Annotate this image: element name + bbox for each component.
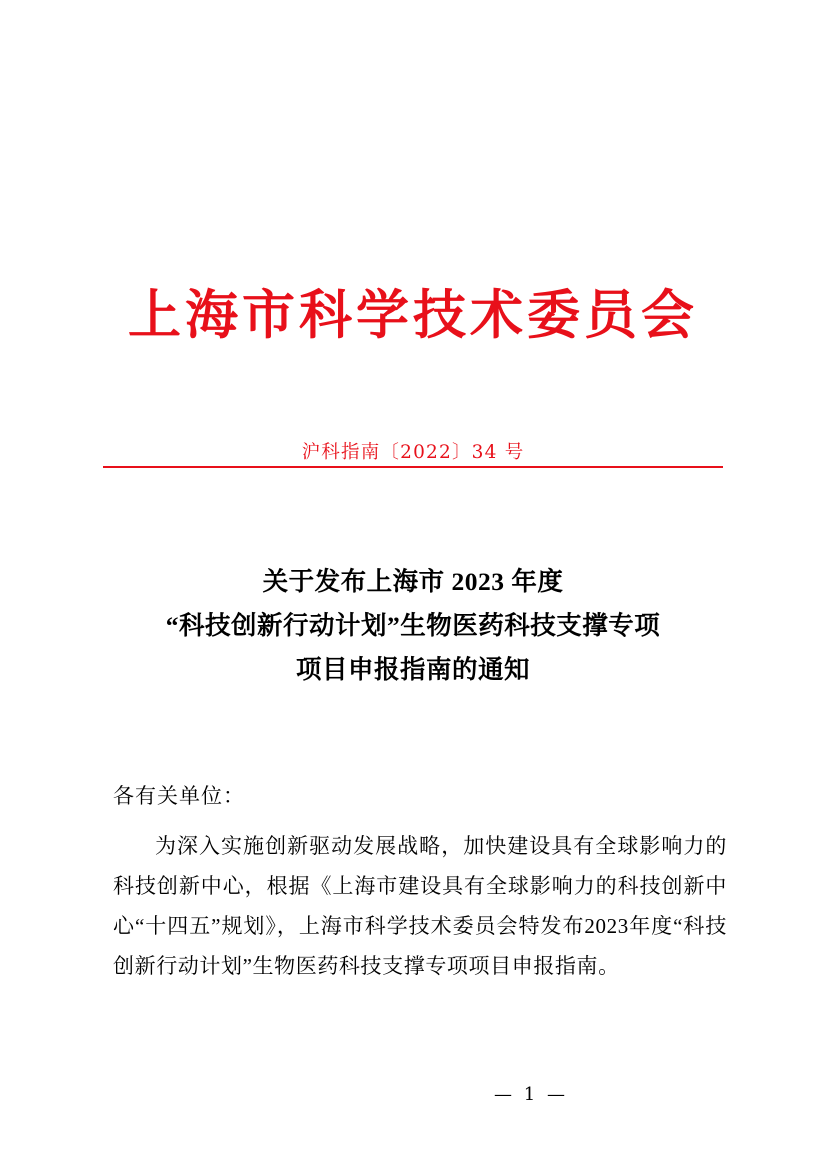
page-title-line-2: “科技创新行动计划”生物医药科技支撑专项 xyxy=(165,611,661,640)
masthead xyxy=(0,286,826,347)
red-divider-rule xyxy=(103,466,723,468)
page-footer xyxy=(0,1084,826,1105)
salutation: 各有关单位： xyxy=(113,784,245,808)
page-title-line-3: 项目申报指南的通知 xyxy=(295,655,530,684)
page-title xyxy=(113,560,713,692)
body-text xyxy=(113,826,727,986)
document-number: 沪科指南〔2022〕34 号 xyxy=(301,442,525,463)
page-number: — 1 — xyxy=(494,1084,568,1105)
page-title-line-1: 关于发布上海市 2023 年度 xyxy=(262,567,564,596)
issuer-title: 上海市科学技术委员会 xyxy=(128,287,698,345)
body-paragraph: 为深入实施创新驱动发展战略，加快建设具有全球影响力的科技创新中心，根据《上海市建设具有全球影响力的科技创新中心“十四五”规划》，上海市科学技术委员会特发布2023年度“科技创新行动计划”生物医药科技支撑专项项目申报指南。 xyxy=(113,834,727,978)
